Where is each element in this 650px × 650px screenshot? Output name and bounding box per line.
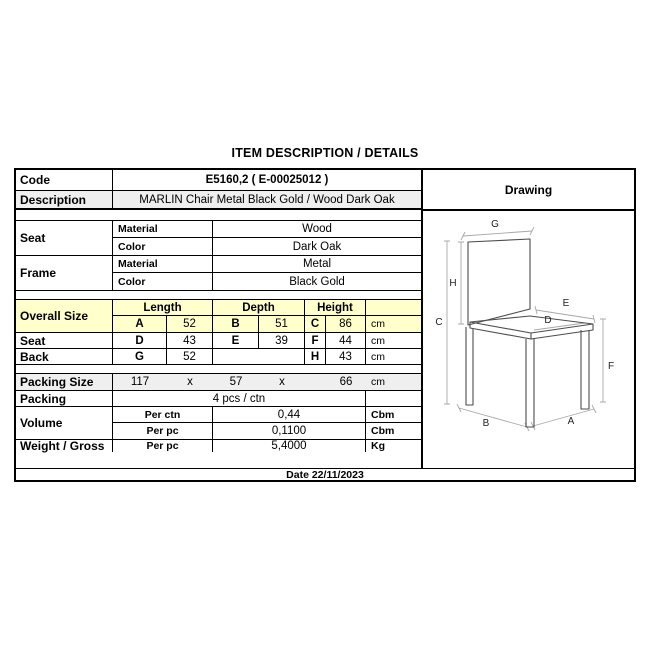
chair-drawing — [423, 211, 634, 463]
description-value: MARLIN Chair Metal Black Gold / Wood Dark Oak — [139, 193, 395, 206]
length-header: Length — [113, 300, 213, 315]
drawing-header: Drawing — [423, 170, 634, 211]
dim-label-a: A — [567, 416, 575, 427]
frame-material-label: Material — [113, 256, 213, 272]
drawing-column — [423, 170, 634, 468]
volume-ctn-label: Per ctn — [113, 407, 213, 422]
overall-size-values-row — [113, 316, 421, 332]
back-depth-empty — [213, 349, 305, 364]
seat-size-unit: cm — [371, 334, 385, 347]
back-size-label: Back — [16, 349, 113, 364]
volume-pc-row — [113, 423, 421, 439]
code-label: Code — [16, 170, 113, 190]
packing-row — [16, 391, 421, 407]
dim-label-c: C — [435, 317, 443, 328]
dim-key-b: B — [213, 316, 259, 332]
date-row: Date 22/11/2023 — [16, 468, 634, 480]
dim-val-f: 44 — [326, 333, 366, 348]
frame-color-label: Color — [113, 273, 213, 290]
volume-pc-value: 0,1100 — [213, 423, 366, 439]
spacer-row — [16, 210, 421, 221]
seat-material-label: Material — [113, 221, 213, 237]
dim-label-e: E — [562, 298, 570, 309]
frame-color-row — [113, 273, 421, 290]
packing-size-x1: x — [187, 376, 193, 388]
dim-label-g: G — [491, 219, 499, 230]
weight-value: 5,4000 — [213, 440, 366, 452]
drawing-area — [423, 211, 634, 468]
dim-label-h: H — [449, 278, 457, 289]
dim-key-d: D — [113, 333, 167, 348]
code-row — [16, 170, 421, 191]
seat-size-label: Seat — [16, 333, 113, 348]
volume-pc-label: Per pc — [113, 423, 213, 439]
dim-label-b: B — [482, 418, 490, 429]
packing-size-label: Packing Size — [16, 374, 113, 390]
weight-unit: Kg — [371, 440, 385, 452]
packing-size-row — [16, 374, 421, 391]
dim-key-h: H — [305, 349, 326, 364]
frame-color-value: Black Gold — [289, 275, 345, 288]
table-main — [16, 170, 634, 468]
unit-header-empty — [366, 300, 421, 315]
dim-val-h: 43 — [326, 349, 366, 364]
volume-pc-unit: Cbm — [371, 425, 395, 437]
packing-size-unit: cm — [371, 376, 385, 388]
dim-val-e: 39 — [259, 333, 305, 348]
item-details-table — [14, 168, 636, 482]
dim-val-c: 86 — [326, 316, 366, 332]
dim-label-f: F — [607, 361, 615, 372]
packing-size-x2: x — [279, 376, 285, 388]
size-header-row — [113, 300, 421, 316]
seat-color-label: Color — [113, 238, 213, 255]
dim-key-g: G — [113, 349, 167, 364]
dim-val-a: 52 — [167, 316, 213, 332]
weight-sub-label: Per pc — [113, 440, 213, 452]
page-title: ITEM DESCRIPTION / DETAILS — [231, 146, 419, 160]
packing-label: Packing — [16, 391, 113, 406]
overall-unit: cm — [371, 318, 385, 330]
dim-val-d: 43 — [167, 333, 213, 348]
volume-group — [16, 407, 421, 440]
code-value: E5160,2 ( E-00025012 ) — [205, 174, 329, 186]
description-label: Description — [16, 191, 113, 208]
volume-label: Volume — [16, 407, 113, 439]
frame-material-value: Metal — [302, 258, 332, 270]
packing-value: 4 pcs / ctn — [113, 391, 366, 406]
spec-columns — [16, 170, 423, 468]
dim-label-d: D — [544, 315, 552, 326]
seat-label: Seat — [16, 221, 113, 255]
overall-size-label: Overall Size — [16, 300, 113, 332]
weight-row — [16, 440, 421, 452]
spacer-row — [16, 365, 421, 374]
dim-key-c: C — [305, 316, 326, 332]
back-size-unit: cm — [371, 350, 385, 363]
depth-header: Depth — [213, 300, 305, 315]
packing-unit-empty — [366, 391, 421, 406]
volume-ctn-row — [113, 407, 421, 423]
seat-group — [16, 221, 421, 256]
overall-size-group — [16, 300, 421, 333]
dim-val-b: 51 — [259, 316, 305, 332]
frame-material-row — [113, 256, 421, 273]
seat-color-value: Dark Oak — [292, 240, 342, 253]
seat-material-value: Wood — [302, 223, 332, 235]
frame-group — [16, 256, 421, 291]
dim-val-g: 52 — [167, 349, 213, 364]
packing-size-gap — [305, 374, 326, 390]
dim-key-f: F — [305, 333, 326, 348]
frame-label: Frame — [16, 256, 113, 290]
packing-size-v2: 57 — [229, 376, 243, 388]
packing-size-v3: 66 — [339, 376, 353, 388]
seat-material-row — [113, 221, 421, 238]
seat-color-row — [113, 238, 421, 255]
volume-ctn-unit: Cbm — [371, 408, 395, 421]
dim-key-e: E — [213, 333, 259, 348]
spacer-row — [16, 291, 421, 300]
description-row — [16, 191, 421, 210]
dim-key-a: A — [113, 316, 167, 332]
back-size-row — [16, 349, 421, 365]
height-header: Height — [305, 300, 366, 315]
seat-size-row — [16, 333, 421, 349]
volume-ctn-value: 0,44 — [213, 407, 366, 422]
weight-label: Weight / Gross — [16, 440, 113, 452]
packing-size-v1: 117 — [130, 376, 150, 388]
